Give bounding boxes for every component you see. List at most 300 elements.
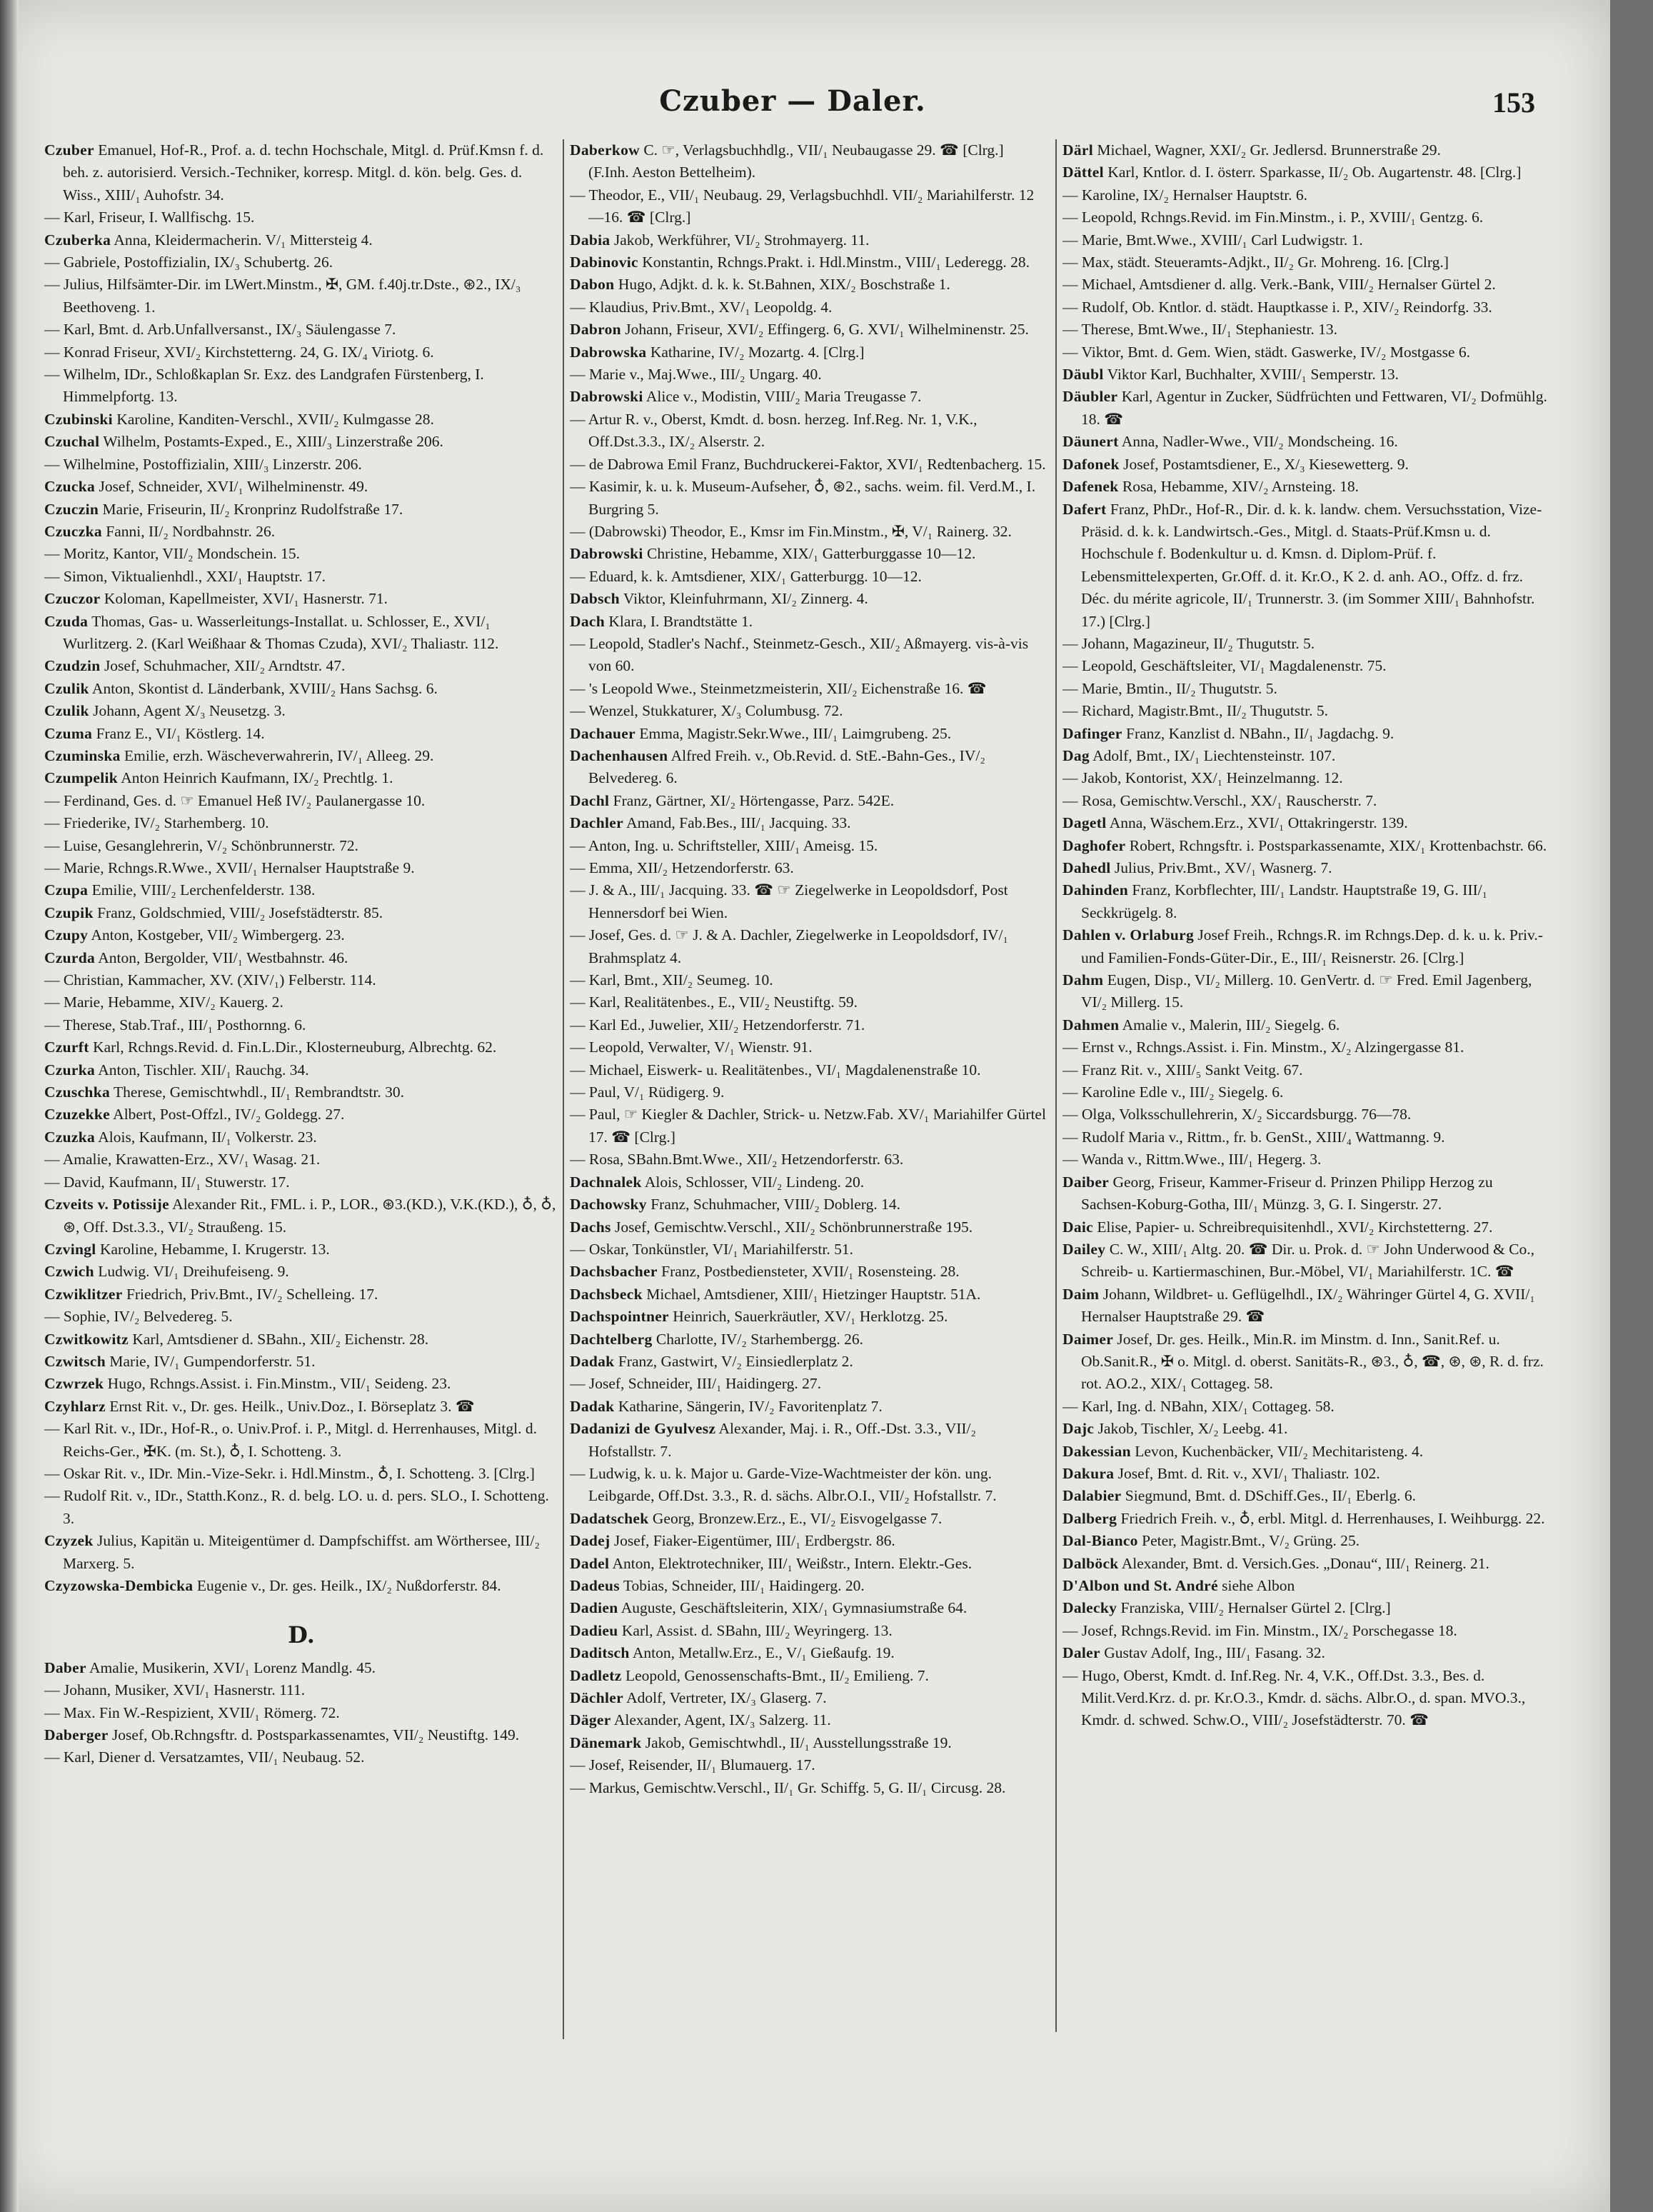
entry-surname: Dabon <box>570 276 615 294</box>
entry-surname: Dalberg <box>1062 1509 1117 1527</box>
entry-details: Siegmund, Bmt. d. DSchiff.Ges., II/₁ Eberlg. 6. <box>1121 1487 1416 1505</box>
entry-details: — Markus, Gemischtw.Verschl., II/₁ Gr. Schiffg. 5, G. II/₁ Circusg. 28. <box>570 1778 1006 1796</box>
directory-entry <box>1062 879 1549 924</box>
directory-entry <box>1062 924 1549 969</box>
entry-details: — Theodor, E., VII/₁ Neubaug. 29, Verlagsbuchhdl. VII/₂ Mariahilferstr. 12—16. ☎ [Clrg.] <box>570 186 1035 226</box>
directory-entry <box>570 1193 1047 1216</box>
entry-details: Katharine, IV/₂ Mozartg. 4. [Clrg.] <box>646 343 865 361</box>
entry-surname: Dahinden <box>1062 881 1129 899</box>
directory-column-1 <box>44 139 558 1769</box>
entry-details: Alois, Schlosser, VII/₂ Lindeng. 20. <box>641 1173 865 1191</box>
directory-entry <box>570 1036 1047 1059</box>
directory-entry <box>570 812 1047 834</box>
directory-entry <box>44 454 558 476</box>
entry-details: — Karoline Edle v., III/₂ Siegelg. 6. <box>1062 1084 1284 1101</box>
directory-entry <box>44 611 558 656</box>
directory-entry <box>1062 1508 1549 1530</box>
entry-details: Auguste, Geschäftsleiterin, XIX/₁ Gymnasiumstraße 64. <box>618 1599 968 1617</box>
entry-details: Karl, Amtsdiener d. SBahn., XII/₂ Eichenstr. 28. <box>128 1330 429 1348</box>
entry-details: — 's Leopold Wwe., Steinmetzmeisterin, XII/₂ Eichenstraße 16. ☎ <box>570 679 987 697</box>
entry-surname: Därl <box>1062 141 1093 159</box>
page-header <box>43 84 1542 127</box>
entry-surname: Dachler <box>570 814 623 832</box>
entry-details: Friedrich Freih. v., ♁, erbl. Mitgl. d. Herrenhauses, I. Weihburgg. 22. <box>1117 1509 1545 1527</box>
directory-entry <box>570 1665 1047 1687</box>
entry-surname: Dadak <box>570 1397 615 1415</box>
entry-surname: Dadeus <box>570 1577 620 1594</box>
entry-surname: Czwiklitzer <box>44 1285 123 1303</box>
directory-entry <box>570 1059 1047 1081</box>
page-binding-edge <box>0 0 19 2212</box>
directory-entry <box>570 1754 1047 1776</box>
entry-surname: Dabrowski <box>570 545 643 563</box>
entry-surname: Czwrzek <box>44 1375 104 1393</box>
entry-surname: Czyzowska-Dembicka <box>44 1577 194 1594</box>
directory-entry <box>1062 1148 1549 1171</box>
entry-details: Eugen, Disp., VI/₂ Millerg. 10. GenVertr. d. ☞ Fred. Emil Jagenberg, VI/₂ Millerg. 15. <box>1081 971 1532 1011</box>
directory-entry <box>44 1702 558 1724</box>
directory-entry <box>44 1575 558 1597</box>
directory-entry <box>570 924 1047 969</box>
directory-entry <box>570 543 1047 565</box>
entry-details: Michael, Wagner, XXI/₂ Gr. Jedlersd. Brunnerstraße 29. <box>1093 141 1441 159</box>
entry-details: Thomas, Gas- u. Wasserleitungs-Installat. u. Schlosser, E., XVI/₁ Wurlitzerg. 2. (Karl Weißhaar & Thomas Czuda), XVI/₂ Thaliastr. 112. <box>63 612 499 652</box>
directory-entry <box>570 1642 1047 1664</box>
directory-entry <box>44 1306 558 1328</box>
entry-surname: Dakessian <box>1062 1442 1131 1460</box>
entry-surname: Czuczin <box>44 500 99 518</box>
entry-details: Amand, Fab.Bes., III/₁ Jacquing. 33. <box>623 814 851 832</box>
entry-surname: Dadej <box>570 1532 611 1550</box>
directory-entry <box>570 454 1047 476</box>
directory-entry <box>1062 1328 1549 1396</box>
entry-surname: Czuzka <box>44 1128 96 1146</box>
entry-details: — Johann, Magazineur, II/₂ Thugutstr. 5. <box>1062 634 1315 652</box>
directory-entry <box>44 857 558 879</box>
entry-details: — Simon, Viktualienhdl., XXI/₁ Hauptstr. 17. <box>44 567 326 585</box>
entry-details: — Therese, Bmt.Wwe., II/₁ Stephaniestr. 13. <box>1062 321 1338 339</box>
entry-details: Hugo, Adjkt. d. k. k. St.Bahnen, XIX/₂ Boschstraße 1. <box>614 276 950 294</box>
entry-details: Johann, Friseur, XVI/₂ Effingerg. 6, G. XVI/₁ Wilhelminenstr. 25. <box>620 321 1029 339</box>
entry-details: Marie, Friseurin, II/₂ Kronprinz Rudolfstraße 17. <box>99 500 403 518</box>
directory-entry <box>1062 454 1549 476</box>
directory-entry <box>44 812 558 834</box>
directory-entry <box>44 790 558 812</box>
entry-surname: Dalecky <box>1062 1599 1117 1617</box>
column-divider <box>1055 139 1057 2032</box>
entry-details: — Josef, Schneider, III/₁ Haidingerg. 27. <box>570 1375 821 1393</box>
directory-entry <box>44 1724 558 1746</box>
entry-details: Julius, Priv.Bmt., XV/₁ Wasnerg. 7. <box>1110 859 1332 876</box>
entry-details: — Marie, Rchngs.R.Wwe., XVII/₁ Hernalser Hauptstraße 9. <box>44 859 415 876</box>
entry-details: — Max, städt. Steueramts-Adjkt., II/₂ Gr. Mohreng. 16. [Clrg.] <box>1062 254 1449 271</box>
directory-entry <box>570 1283 1047 1306</box>
entry-surname: Daim <box>1062 1285 1100 1303</box>
entry-details: Anna, Kleidermacherin. V/₁ Mittersteig 4. <box>111 231 373 249</box>
entry-details: Amalie, Musikerin, XVI/₁ Lorenz Mandlg. 45. <box>86 1658 376 1676</box>
entry-details: Alois, Kaufmann, II/₁ Volkerstr. 23. <box>95 1128 317 1146</box>
entry-details: Konstantin, Rchngs.Prakt. i. Hdl.Minstm., VIII/₁ Lederegg. 28. <box>638 254 1030 271</box>
directory-entry <box>570 1081 1047 1104</box>
entry-details: — Josef, Reisender, II/₁ Blumauerg. 17. <box>570 1756 815 1774</box>
entry-surname: Dag <box>1062 746 1090 764</box>
directory-entry <box>1062 678 1549 700</box>
entry-surname: Dahm <box>1062 971 1104 989</box>
entry-details: — Amalie, Krawatten-Erz., XV/₁ Wasag. 21. <box>44 1151 321 1168</box>
entry-details: — Klaudius, Priv.Bmt., XV/₁ Leopoldg. 4. <box>570 298 833 316</box>
entry-surname: Czuda <box>44 612 89 630</box>
entry-details: — Karl, Friseur, I. Wallfischg. 15. <box>44 209 255 226</box>
entry-surname: Dachl <box>570 791 610 809</box>
directory-entry <box>1062 229 1549 251</box>
entry-surname: Dailey <box>1062 1240 1106 1258</box>
directory-entry <box>1062 857 1549 879</box>
entry-details: Franz, Korbflechter, III/₁ Landstr. Hauptstraße 19, G. III/₁ Seckkrügelg. 8. <box>1081 881 1488 921</box>
entry-details: — Paul, V/₁ Rüdigerg. 9. <box>570 1084 725 1101</box>
entry-surname: Dadanizi de Gyulvesz <box>570 1420 716 1438</box>
directory-entry <box>44 678 558 700</box>
entry-details: — Olga, Volksschullehrerin, X/₂ Siccardsburgg. 76—78. <box>1062 1106 1412 1123</box>
entry-details: — Gabriele, Postoffizialin, IX/₃ Schubertg. 26. <box>44 254 333 271</box>
entry-details: — Karoline, IX/₂ Hernalser Hauptstr. 6. <box>1062 186 1308 204</box>
entry-details: — Sophie, IV/₂ Belvedereg. 5. <box>44 1308 233 1326</box>
entry-details: — Moritz, Kantor, VII/₂ Mondschein. 15. <box>44 545 300 563</box>
entry-details: Levon, Kuchenbäcker, VII/₂ Mechitaristeng. 4. <box>1130 1442 1424 1460</box>
entry-surname: Dabsch <box>570 590 620 608</box>
directory-entry <box>44 476 558 498</box>
entry-surname: Czuzekke <box>44 1106 110 1123</box>
directory-entry <box>570 229 1047 251</box>
directory-entry <box>1062 1530 1549 1552</box>
entry-details: — Franz Rit. v., XIII/₅ Sankt Veitg. 67. <box>1062 1061 1303 1079</box>
entry-details: Franz, Gärtner, XI/₂ Hörtengasse, Parz. 542E. <box>609 791 895 809</box>
entry-details: — Oskar, Tonkünstler, VI/₁ Mariahilferstr. 51. <box>570 1240 853 1258</box>
directory-entry <box>44 319 558 341</box>
directory-entry <box>44 835 558 857</box>
entry-details: — Paul, ☞ Kiegler & Dachler, Strick- u. Netzw.Fab. XV/₁ Mariahilfer Gürtel 17. ☎ [Clrg.] <box>570 1106 1046 1146</box>
entry-surname: Dagetl <box>1062 814 1107 832</box>
directory-entry <box>44 364 558 409</box>
entry-details: Tobias, Schneider, III/₁ Haidingerg. 20. <box>619 1577 865 1594</box>
directory-entry <box>44 1126 558 1148</box>
entry-details: Alexander, Agent, IX/₃ Salzerg. 11. <box>611 1711 831 1729</box>
entry-surname: Dahmen <box>1062 1016 1120 1034</box>
directory-entry <box>570 251 1047 274</box>
entry-details: — Karl, Bmt., XII/₂ Seumeg. 10. <box>570 971 773 989</box>
entry-details: — Jakob, Kontorist, XX/₁ Heinzelmanng. 12. <box>1062 769 1343 787</box>
directory-entry <box>44 745 558 767</box>
directory-entry <box>570 1328 1047 1351</box>
entry-surname: Dabinovic <box>570 254 638 271</box>
entry-details: — Johann, Musiker, XVI/₁ Hasnerstr. 111. <box>44 1681 306 1699</box>
directory-entry <box>1062 139 1549 161</box>
entry-surname: Dadien <box>570 1599 618 1617</box>
directory-entry <box>570 1104 1047 1148</box>
entry-surname: Dachauer <box>570 724 635 742</box>
entry-details: Koloman, Kapellmeister, XVI/₁ Hasnerstr. 71. <box>100 590 388 608</box>
entry-details: — Wilhelmine, Postoffizialin, XIII/₃ Linzerstr. 206. <box>44 455 362 473</box>
entry-surname: Dachenhausen <box>570 746 668 764</box>
entry-details: Alexander, Bmt. d. Versich.Ges. „Donau“, III/₁ Reinerg. 21. <box>1118 1554 1489 1572</box>
entry-details: — Ferdinand, Ges. d. ☞ Emanuel Heß IV/₂ Paulanergasse 10. <box>44 791 426 809</box>
entry-details: Eugenie v., Dr. ges. Heilk., IX/₂ Nußdorferstr. 84. <box>193 1577 501 1594</box>
entry-details: — Karl, Realitätenbes., E., VII/₂ Neustiftg. 59. <box>570 994 858 1011</box>
directory-entry <box>570 1171 1047 1193</box>
entry-details: Anna, Wäschem.Erz., XVI/₁ Ottakringerstr. 139. <box>1106 814 1408 832</box>
entry-details: Josef, Dr. ges. Heilk., Min.R. im Minstm. d. Inn., Sanit.Ref. u. Ob.Sanit.R., ✠ o. Mitgl. d. oberst. Sanitäts-R., ⊛3., ♁, ☎, ⊛, ⊛, R. d. frz. rot. AO.2., XIX/₁ Cottageg. 58. <box>1081 1330 1544 1393</box>
entry-surname: Czulik <box>44 679 89 697</box>
directory-entry <box>570 678 1047 700</box>
entry-details: — Marie, Bmt.Wwe., XVIII/₁ Carl Ludwigstr. 1. <box>1062 231 1363 249</box>
entry-details: Karoline, Kanditen-Verschl., XVII/₂ Kulmgasse 28. <box>112 410 434 428</box>
directory-entry <box>44 566 558 588</box>
entry-details: — Leopold, Verwalter, V/₁ Wienstr. 91. <box>570 1039 813 1056</box>
entry-surname: Dachtelberg <box>570 1330 653 1348</box>
directory-entry <box>1062 364 1549 386</box>
entry-details: — Rudolf Rit. v., IDr., Statth.Konz., R. d. belg. LO. u. d. pers. SLO., I. Schotteng. 3. <box>44 1487 549 1527</box>
entry-details: Karl, Assist. d. SBahn, III/₂ Weyringerg. 13. <box>618 1621 893 1639</box>
directory-entry <box>570 1508 1047 1530</box>
directory-entry <box>570 386 1047 408</box>
directory-entry <box>1062 386 1549 431</box>
entry-details: Karl, Rchngs.Revid. d. Fin.L.Dir., Klosterneuburg, Albrechtg. 62. <box>89 1039 497 1056</box>
entry-surname: Dach <box>570 612 605 630</box>
entry-surname: Czwich <box>44 1263 94 1281</box>
directory-entry <box>1062 700 1549 722</box>
entry-details: Gustav Adolf, Ing., III/₁ Fasang. 32. <box>1100 1644 1325 1662</box>
entry-surname: Dadel <box>570 1554 610 1572</box>
entry-surname: Czwitkowitz <box>44 1330 129 1348</box>
entry-details: Friedrich, Priv.Bmt., IV/₂ Schelleing. 17. <box>122 1285 378 1303</box>
directory-entry <box>1062 296 1549 319</box>
directory-entry <box>1062 1283 1549 1328</box>
directory-entry <box>44 1418 558 1463</box>
directory-entry <box>44 1328 558 1351</box>
directory-entry <box>44 1283 558 1306</box>
directory-entry <box>1062 1485 1549 1507</box>
directory-entry <box>1062 274 1549 296</box>
entry-details: — Viktor, Bmt. d. Gem. Wien, städt. Gaswerke, IV/₂ Mostgasse 6. <box>1062 343 1470 361</box>
entry-details: Emilie, erzh. Wäscheverwahrerin, IV/₁ Alleeg. 29. <box>120 746 434 764</box>
entry-details: Heinrich, Sauerkräutler, XV/₁ Herklotzg. 25. <box>668 1308 948 1326</box>
directory-entry <box>44 206 558 229</box>
directory-entry <box>1062 1441 1549 1463</box>
entry-details: — Oskar Rit. v., IDr. Min.-Vize-Sekr. i. Hdl.Minstm., ♁, I. Schotteng. 3. [Clrg.] <box>44 1464 535 1482</box>
entry-details: — Marie, Bmtin., II/₂ Thugutstr. 5. <box>1062 679 1277 697</box>
entry-details: Anton, Tischler. XII/₁ Rauchg. 34. <box>95 1061 309 1079</box>
directory-entry <box>570 633 1047 678</box>
entry-surname: Daler <box>1062 1644 1100 1662</box>
directory-entry <box>44 409 558 431</box>
entry-surname: Czuma <box>44 724 93 742</box>
entry-details: Franz, PhDr., Hof-R., Dir. d. k. k. landw. chem. Versuchsstation, Vize-Präsid. d. k. k. Landwirtsch.-Ges., Mitgl. d. Staats-Prüf.Kmsn u. d. Hochschule f. Bodenkultur u. d. Kmsn. d. Diplom-Prüf. f. Lebensmittelexperten, Gr.Off. d. it. Kr.O., K 2. d. anh. AO., Offz. d. frz. Déc. du mérite agricole, II/₁ Trunnerstr. 3. (im Sommer XIII/₁ Bahnhofstr. 17.) [Clrg.] <box>1081 500 1542 630</box>
entry-details: Franziska, VIII/₂ Hernalser Gürtel 2. [Clrg.] <box>1117 1599 1391 1617</box>
entry-details: — Leopold, Rchngs.Revid. im Fin.Minstm., i. P., XVIII/₁ Gentzg. 6. <box>1062 209 1484 226</box>
entry-details: Johann, Agent X/₃ Neusetzg. 3. <box>89 702 286 720</box>
entry-surname: Dadletz <box>570 1666 622 1684</box>
entry-surname: Daberkow <box>570 141 640 159</box>
entry-surname: Dabrowski <box>570 388 643 406</box>
directory-entry <box>570 1418 1047 1463</box>
entry-details: — Leopold, Stadler's Nachf., Steinmetz-Gesch., XII/₂ Aßmayerg. vis-à-vis von 60. <box>570 634 1029 675</box>
entry-surname: Daiber <box>1062 1173 1110 1191</box>
directory-entry <box>570 1732 1047 1754</box>
directory-entry <box>1062 476 1549 498</box>
directory-entry <box>1062 431 1549 453</box>
entry-details: — Eduard, k. k. Amtsdiener, XIX/₁ Gatterburgg. 10—12. <box>570 567 922 585</box>
directory-entry <box>570 857 1047 879</box>
entry-surname: Czwitsch <box>44 1352 106 1370</box>
directory-entry <box>570 1373 1047 1395</box>
directory-entry <box>570 1396 1047 1418</box>
entry-surname: D'Albon und St. André <box>1062 1577 1218 1594</box>
entry-details: Johann, Wildbret- u. Geflügelhdl., IX/₂ Währinger Gürtel 4, G. XVII/₁ Hernalser Hauptstraße 29. ☎ <box>1081 1285 1535 1326</box>
entry-details: Emma, Magistr.Sekr.Wwe., III/₁ Laimgrubeng. 25. <box>635 724 952 742</box>
directory-entry <box>1062 1216 1549 1238</box>
entry-surname: Czupa <box>44 881 89 899</box>
entry-details: Julius, Kapitän u. Miteigentümer d. Dampfschiffst. am Wörthersee, III/₂ Marxerg. 5. <box>63 1532 540 1572</box>
directory-entry <box>44 1104 558 1126</box>
entry-details: Albert, Post-Offzl., IV/₂ Goldegg. 27. <box>109 1106 345 1123</box>
entry-surname: Czurda <box>44 949 96 966</box>
directory-entry <box>44 543 558 565</box>
directory-entry <box>570 274 1047 296</box>
entry-details: — Emma, XII/₂ Hetzendorferstr. 63. <box>570 859 794 876</box>
directory-entry <box>1062 161 1549 184</box>
directory-entry <box>570 1709 1047 1731</box>
entry-surname: Czupy <box>44 926 89 944</box>
entry-details: — Friederike, IV/₂ Starhemberg. 10. <box>44 814 269 832</box>
entry-details: Katharine, Sängerin, IV/₂ Favoritenplatz 7. <box>614 1397 883 1415</box>
directory-entry <box>44 1081 558 1104</box>
entry-surname: Dachowsky <box>570 1196 647 1213</box>
directory-entry <box>570 184 1047 229</box>
entry-surname: Dahedl <box>1062 859 1111 876</box>
entry-surname: Czupik <box>44 904 94 921</box>
directory-entry <box>1062 790 1549 812</box>
entry-surname: Dächler <box>570 1689 623 1707</box>
entry-details: Georg, Bronzew.Erz., E., VI/₂ Eisvogelgasse 7. <box>648 1509 943 1527</box>
directory-entry <box>570 409 1047 454</box>
directory-entry <box>570 1306 1047 1328</box>
directory-entry <box>1062 1575 1549 1597</box>
entry-surname: Dachsbacher <box>570 1263 658 1281</box>
entry-details: Jakob, Werkführer, VI/₂ Strohmayerg. 11. <box>610 231 870 249</box>
entry-details: Jakob, Gemischtwhdl., II/₁ Ausstellungsstraße 19. <box>641 1733 952 1751</box>
entry-surname: Daimer <box>1062 1330 1114 1348</box>
entry-details: Klara, I. Brandtstätte 1. <box>604 612 753 630</box>
entry-surname: Czveits v. Potissije <box>44 1196 169 1213</box>
entry-details: Fanni, II/₂ Nordbahnstr. 26. <box>101 522 276 540</box>
entry-surname: Czuschka <box>44 1084 111 1101</box>
entry-details: — Michael, Eiswerk- u. Realitätenbes., VI/₁ Magdalenenstraße 10. <box>570 1061 981 1079</box>
directory-entry <box>44 1746 558 1768</box>
entry-details: Karoline, Hebamme, I. Krugerstr. 13. <box>96 1240 330 1258</box>
directory-entry <box>1062 1081 1549 1104</box>
directory-entry <box>570 476 1047 521</box>
directory-entry <box>1062 1620 1549 1642</box>
entry-surname: Däubl <box>1062 366 1104 384</box>
directory-entry <box>570 1238 1047 1261</box>
entry-surname: Czubinski <box>44 410 113 428</box>
entry-surname: Czyzek <box>44 1532 94 1550</box>
entry-details: Adolf, Vertreter, IX/₃ Glaserg. 7. <box>623 1689 827 1707</box>
directory-entry <box>44 1261 558 1283</box>
entry-details: Hugo, Rchngs.Assist. i. Fin.Minstm., VII/₁ Seideng. 23. <box>104 1375 451 1393</box>
entry-details: — Karl, Ing. d. NBahn, XIX/₁ Cottageg. 58. <box>1062 1397 1335 1415</box>
entry-details: Josef, Ob.Rchngsftr. d. Postsparkassenamtes, VII/₂ Neustiftg. 149. <box>108 1726 520 1744</box>
directory-entry <box>1062 969 1549 1014</box>
page-number: 153 <box>1492 86 1535 119</box>
directory-entry <box>44 723 558 745</box>
directory-entry <box>44 991 558 1014</box>
directory-entry <box>44 879 558 901</box>
directory-entry <box>44 767 558 789</box>
entry-details: — Hugo, Oberst, Kmdt. d. Inf.Reg. Nr. 4, V.K., Off.Dst. 3.3., Bes. d. Milit.Verd.Krz. d. pr. Kr.O.3., Kmdr. d. sächs. Albr.O., d. span. MVO.3., Kmdr. d. schwed. Schw.O., VIII/₂ Josefstädterstr. 70. ☎ <box>1062 1666 1526 1729</box>
entry-details: Alexander, Maj. i. R., Off.-Dst. 3.3., VII/₂ Hofstallstr. 7. <box>588 1420 977 1460</box>
directory-entry <box>570 1687 1047 1709</box>
entry-surname: Czuminska <box>44 746 121 764</box>
entry-details: — Rudolf Maria v., Rittm., fr. b. GenSt., XIII/₄ Wattmanng. 9. <box>1062 1128 1445 1146</box>
entry-details: — Christian, Kammacher, XV. (XIV/₁) Felberstr. 114. <box>44 971 376 989</box>
directory-entry <box>1062 835 1549 857</box>
directory-entry <box>570 611 1047 633</box>
entry-surname: Czumpelik <box>44 769 119 787</box>
entry-details: Emilie, VIII/₂ Lerchenfelderstr. 138. <box>88 881 316 899</box>
entry-details: Leopold, Genossenschafts-Bmt., II/₂ Emilieng. 7. <box>621 1666 929 1684</box>
directory-entry <box>44 1351 558 1373</box>
entry-surname: Dal-Bianco <box>1062 1532 1138 1550</box>
entry-surname: Däunert <box>1062 433 1119 451</box>
directory-entry <box>1062 1238 1549 1283</box>
directory-entry <box>1062 812 1549 834</box>
entry-details: Josef Freih., Rchngs.R. im Rchngs.Dep. d. k. u. k. Priv.- und Familien-Fonds-Güter-Dir., E., III/₁ Reisnerstr. 26. [Clrg.] <box>1081 926 1543 966</box>
entry-details: Josef, Gemischtw.Verschl., XII/₂ Schönbrunnerstraße 195. <box>611 1218 973 1236</box>
entry-details: — Josef, Ges. d. ☞ J. & A. Dachler, Ziegelwerke in Leopoldsdorf, IV/₁ Brahmsplatz 4. <box>570 926 1009 966</box>
directory-entry <box>570 1530 1047 1552</box>
entry-details: Georg, Friseur, Kammer-Friseur d. Prinzen Philipp Herzog zu Sachsen-Koburg-Gotha, III/₁ Münzg. 3, G. I. Singerstr. 27. <box>1081 1173 1493 1213</box>
entry-details: — Wilhelm, IDr., Schloßkaplan Sr. Exz. des Landgrafen Fürstenberg, I. Himmelpfortg. 13. <box>44 366 484 406</box>
directory-entry <box>44 1463 558 1485</box>
directory-entry <box>44 902 558 924</box>
entry-details: — Josef, Rchngs.Revid. im Fin. Minstm., IX/₂ Porschegasse 18. <box>1062 1621 1457 1639</box>
entry-details: Rosa, Hebamme, XIV/₂ Arnsteing. 18. <box>1118 478 1360 496</box>
directory-entry <box>44 499 558 521</box>
entry-details: — Ernst v., Rchngs.Assist. i. Fin. Minstm., X/₂ Alzingergasse 81. <box>1062 1039 1464 1056</box>
entry-details: — Kasimir, k. u. k. Museum-Aufseher, ♁, ⊛2., sachs. weim. fil. Verd.M., I. Burgring 5. <box>570 478 1036 518</box>
directory-entry <box>44 139 558 206</box>
directory-entry <box>570 521 1047 543</box>
entry-surname: Dadatschek <box>570 1509 649 1527</box>
entry-surname: Dättel <box>1062 164 1104 181</box>
directory-entry <box>570 1261 1047 1283</box>
directory-entry <box>1062 767 1549 789</box>
entry-details: Emanuel, Hof-R., Prof. a. d. techn Hochschale, Mitgl. d. Prüf.Kmsn f. d. beh. z. autorisierd. Versich.-Techniker, korresp. Mitgl. d. kön. belg. Ges. d. Wiss., XIII/₁ Auhofstr. 34. <box>63 141 544 204</box>
entry-details: Charlotte, IV/₂ Starhembergg. 26. <box>652 1330 864 1348</box>
entry-details: — Therese, Stab.Traf., III/₁ Posthornng. 6. <box>44 1016 306 1034</box>
directory-entry <box>44 1530 558 1575</box>
entry-details: Josef, Bmt. d. Rit. v., XVI/₁ Thaliastr. 102. <box>1114 1464 1380 1482</box>
entry-details: — (Dabrowski) Theodor, E., Kmsr im Fin.Minstm., ✠, V/₁ Rainerg. 32. <box>570 522 1012 540</box>
entry-details: Ernst Rit. v., Dr. ges. Heilk., Univ.Doz., I. Börseplatz 3. ☎ <box>106 1397 475 1415</box>
directory-entry <box>570 1553 1047 1575</box>
entry-details: — Max. Fin W.-Respizient, XVII/₁ Römerg. 72. <box>44 1703 340 1721</box>
entry-details: Karl, Agentur in Zucker, Südfrüchten und Fettwaren, VI/₂ Dofmühlg. 18. ☎ <box>1081 388 1547 428</box>
directory-entry <box>570 991 1047 1014</box>
entry-details: — Rosa, Gemischtw.Verschl., XX/₁ Rauscherstr. 7. <box>1062 791 1377 809</box>
directory-entry <box>1062 1396 1549 1418</box>
entry-details: Karl, Kntlor. d. I. österr. Sparkasse, II/₂ Ob. Augartenstr. 48. [Clrg.] <box>1103 164 1522 181</box>
